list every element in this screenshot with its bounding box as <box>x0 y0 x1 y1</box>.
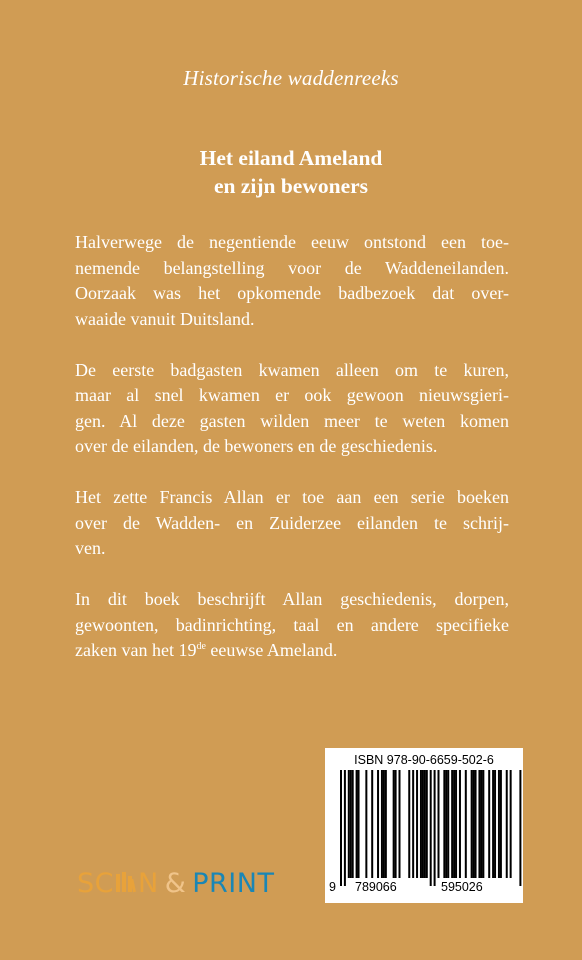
barcode-bar <box>480 770 482 878</box>
barcode-bar <box>434 770 436 886</box>
paragraph-line: gewoonten, badinrichting, taal en andere specifieke <box>75 614 509 635</box>
barcode-bar <box>352 770 354 878</box>
barcode-bar <box>377 770 379 878</box>
barcode-bar <box>498 770 500 878</box>
barcode-bar <box>393 770 395 878</box>
barcode-digits-left: 789066 <box>355 880 397 894</box>
book-title-line-2: en zijn bewoners <box>213 174 369 198</box>
logo-text-sc: SC <box>77 868 114 899</box>
paragraph-line: over de eilanden, de bewoners en de geschiedenis. <box>75 436 438 456</box>
barcode-bar <box>519 770 521 886</box>
barcode-bar <box>365 770 367 878</box>
barcode-bar <box>465 770 467 878</box>
barcode-bar <box>494 770 496 878</box>
paragraph-line <box>75 638 509 664</box>
barcode-bar <box>475 770 477 878</box>
logo-text-print: PRINT <box>192 868 275 899</box>
barcode-bar <box>455 770 457 878</box>
paragraph-1 <box>75 230 509 332</box>
barcode-bar <box>506 770 508 878</box>
barcode-bar <box>371 770 373 878</box>
logo-text-n: N <box>138 868 159 899</box>
barcode-bar <box>473 770 475 878</box>
paragraph-line: nemende belangstelling voor de Waddeneilanden. <box>75 257 509 278</box>
paragraph-line: over de Wadden- en Zuiderzee eilanden te schrij- <box>75 512 509 533</box>
barcode-panel <box>325 748 523 903</box>
barcode-bar <box>385 770 387 878</box>
barcode-bar <box>471 770 473 878</box>
paragraph-2 <box>75 358 509 460</box>
barcode-bar <box>488 770 490 878</box>
barcode-bar <box>395 770 397 878</box>
book-spines-icon <box>115 871 137 893</box>
barcode-digits <box>325 880 523 900</box>
paragraph-line: De eerste badgasten kwamen alleen om te kuren, <box>75 359 509 380</box>
barcode-bar <box>447 770 449 878</box>
paragraph-line: Het zette Francis Allan er toe aan een serie boeken <box>75 487 509 507</box>
paragraph-3 <box>75 485 509 562</box>
barcode-digits-right: 595026 <box>441 880 483 894</box>
isbn-label: ISBN 978-90-6659-502-6 <box>354 753 494 767</box>
barcode-bar <box>358 770 360 878</box>
book-title <box>0 144 582 200</box>
barcode-bar <box>482 770 484 878</box>
paragraph-line: waaide vanuit Duitsland. <box>75 308 255 329</box>
barcode-bar <box>340 770 342 886</box>
barcode-bar <box>443 770 445 878</box>
barcode-bar <box>453 770 455 878</box>
barcode-bar <box>344 770 346 886</box>
barcode-bar <box>459 770 461 878</box>
barcode-bar <box>500 770 502 878</box>
book-title-line-1: Het eiland Ameland <box>199 146 383 170</box>
paragraph-line-text: zaken van het 19 <box>75 640 197 660</box>
barcode-bar <box>381 770 383 878</box>
logo-ampersand: & <box>164 868 187 899</box>
barcode-bar <box>510 770 512 878</box>
paragraph-line: ven. <box>75 538 106 558</box>
blurb <box>75 230 509 689</box>
publisher-logo <box>77 868 274 899</box>
series-title: Historische waddenreeks <box>183 66 399 90</box>
paragraph-line: maar al snel kwamen er ook gewoon nieuwsgieri- <box>75 385 509 405</box>
paragraph-line: Oorzaak was het opkomende badbezoek dat over- <box>75 283 509 303</box>
barcode-bar <box>356 770 358 878</box>
barcode-bar <box>383 770 385 878</box>
barcode-bar <box>416 770 418 878</box>
barcode-bar <box>424 770 426 878</box>
paragraph-4 <box>75 587 509 664</box>
barcode-bar <box>445 770 447 878</box>
barcode-bar <box>420 770 422 878</box>
barcode <box>325 770 523 886</box>
barcode-bar <box>451 770 453 878</box>
barcode-bar <box>426 770 428 878</box>
barcode-bar <box>492 770 494 878</box>
barcode-bar <box>348 770 350 878</box>
paragraph-line: Halverwege de negentiende eeuw ontstond een toe- <box>75 232 509 252</box>
barcode-bar <box>399 770 401 878</box>
paragraph-line: In dit boek beschrijft Allan geschiedenis, dorpen, <box>75 589 509 609</box>
barcode-bar <box>430 770 432 886</box>
paragraph-line-text: eeuwse Ameland. <box>205 640 338 660</box>
barcode-bar <box>438 770 440 878</box>
paragraph-line: gen. Al deze gasten wilden meer te weten komen <box>75 410 509 431</box>
barcode-bar <box>350 770 352 878</box>
barcode-bar <box>408 770 410 878</box>
barcode-bar <box>478 770 480 878</box>
barcode-digit-first: 9 <box>329 880 336 894</box>
barcode-bar <box>422 770 424 878</box>
ordinal-superscript: de <box>196 641 206 652</box>
barcode-bar <box>412 770 414 878</box>
